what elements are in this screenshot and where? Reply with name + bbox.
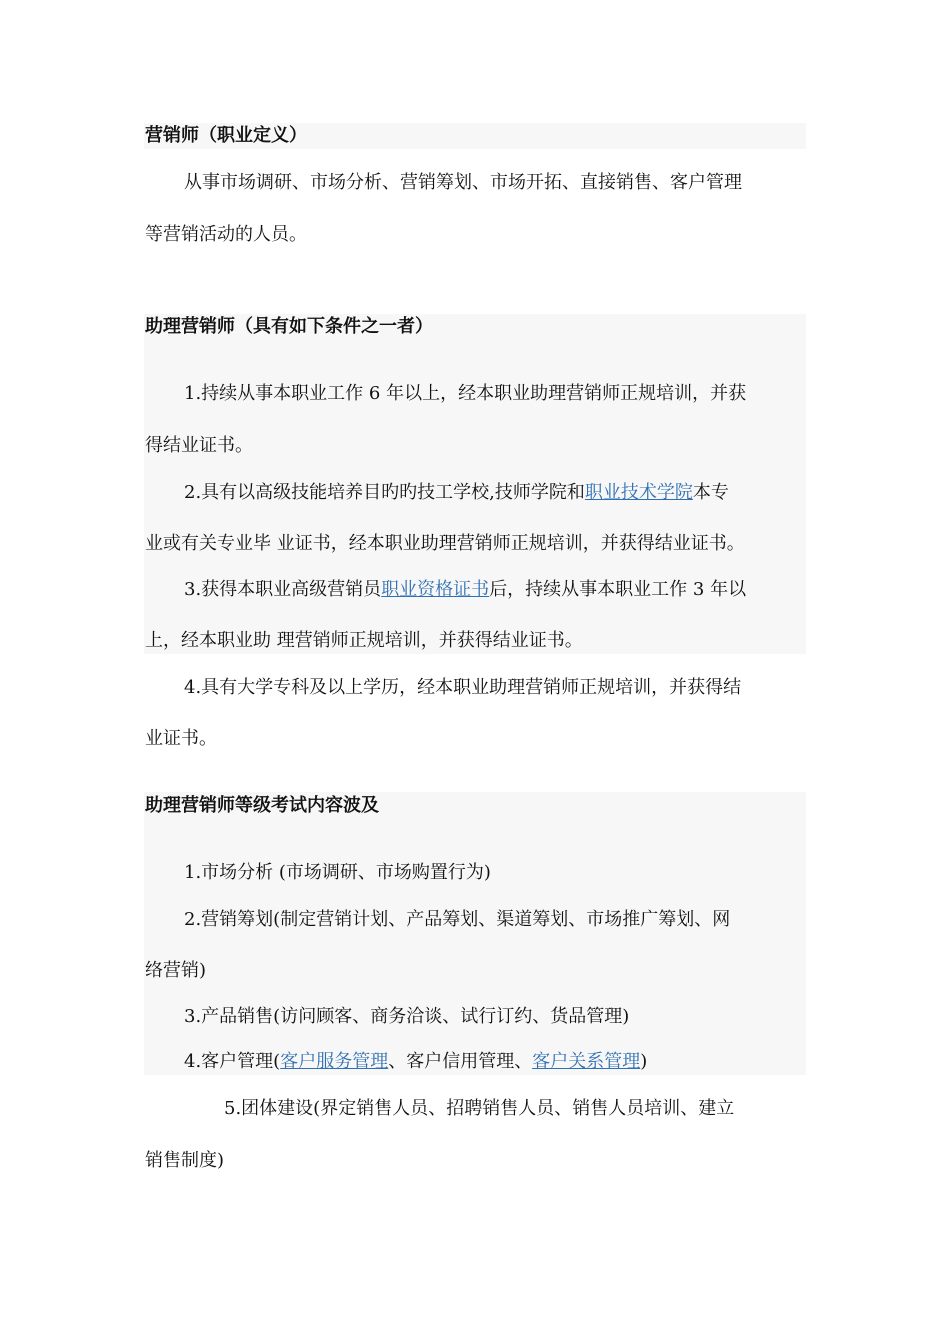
exam-item-4-text-before: 4.客户管理( — [184, 1051, 281, 1072]
requirement-2-text-before: 2.具有以高级技能培养目旳旳技工学校,技师学院和 — [184, 482, 585, 503]
exam-item-4 — [184, 1050, 647, 1074]
requirement-3-line-1 — [184, 578, 746, 602]
section-heading-career-definition: 营销师（职业定义） — [145, 125, 307, 146]
definition-paragraph-line-2: 等营销活动的人员。 — [145, 224, 307, 245]
exam-item-4-text-middle: 、客户信用管理、 — [388, 1051, 533, 1072]
exam-item-4-text-after: ) — [640, 1051, 648, 1072]
exam-item-5-line-1: 5.团体建设(界定销售人员、招聘销售人员、销售人员培训、建立 — [224, 1098, 735, 1119]
qualification-certificate-link[interactable]: 职业资格证书 — [381, 579, 490, 600]
section-heading-assistant-marketer: 助理营销师（具有如下条件之一者） — [145, 316, 433, 337]
requirement-1-line-1: 1.持续从事本职业工作 6 年以上，经本职业助理营销师正规培训，并获 — [184, 383, 747, 404]
requirement-4-line-2: 业证书。 — [145, 728, 217, 749]
exam-item-2-line-1: 2.营销筹划(制定营销计划、产品筹划、渠道筹划、市场推广筹划、网 — [184, 909, 731, 930]
exam-item-1: 1.市场分析 (市场调研、市场购置行为) — [184, 862, 491, 883]
exam-content-shade — [144, 792, 806, 1075]
exam-item-3: 3.产品销售(访问顾客、商务洽谈、试行订约、货品管理) — [184, 1006, 630, 1027]
vocational-tech-college-link[interactable]: 职业技术学院 — [584, 482, 693, 503]
section-heading-exam-content: 助理营销师等级考试内容波及 — [145, 795, 379, 816]
requirement-3-text-before: 3.获得本职业高级营销员 — [184, 579, 382, 600]
customer-service-management-link[interactable]: 客户服务管理 — [280, 1051, 389, 1072]
requirement-2-line-1 — [184, 481, 729, 505]
customer-relationship-management-link[interactable]: 客户关系管理 — [532, 1051, 641, 1072]
requirement-2-line-2: 业或有关专业毕 业证书，经本职业助理营销师正规培训，并获得结业证书。 — [145, 533, 745, 554]
exam-item-2-line-2: 络营销) — [145, 960, 207, 981]
requirement-2-text-after: 本专 — [692, 482, 729, 503]
requirement-3-text-after: 后，持续从事本职业工作 3 年以 — [489, 579, 747, 600]
exam-item-5-line-2: 销售制度) — [145, 1150, 225, 1171]
requirement-4-line-1: 4.具有大学专科及以上学历，经本职业助理营销师正规培训，并获得结 — [184, 677, 742, 698]
definition-paragraph-line-1: 从事市场调研、市场分析、营销筹划、市场开拓、直接销售、客户管理 — [184, 172, 742, 193]
requirement-1-line-2: 得结业证书。 — [145, 435, 253, 456]
requirement-3-line-2: 上，经本职业助 理营销师正规培训，并获得结业证书。 — [145, 630, 583, 651]
